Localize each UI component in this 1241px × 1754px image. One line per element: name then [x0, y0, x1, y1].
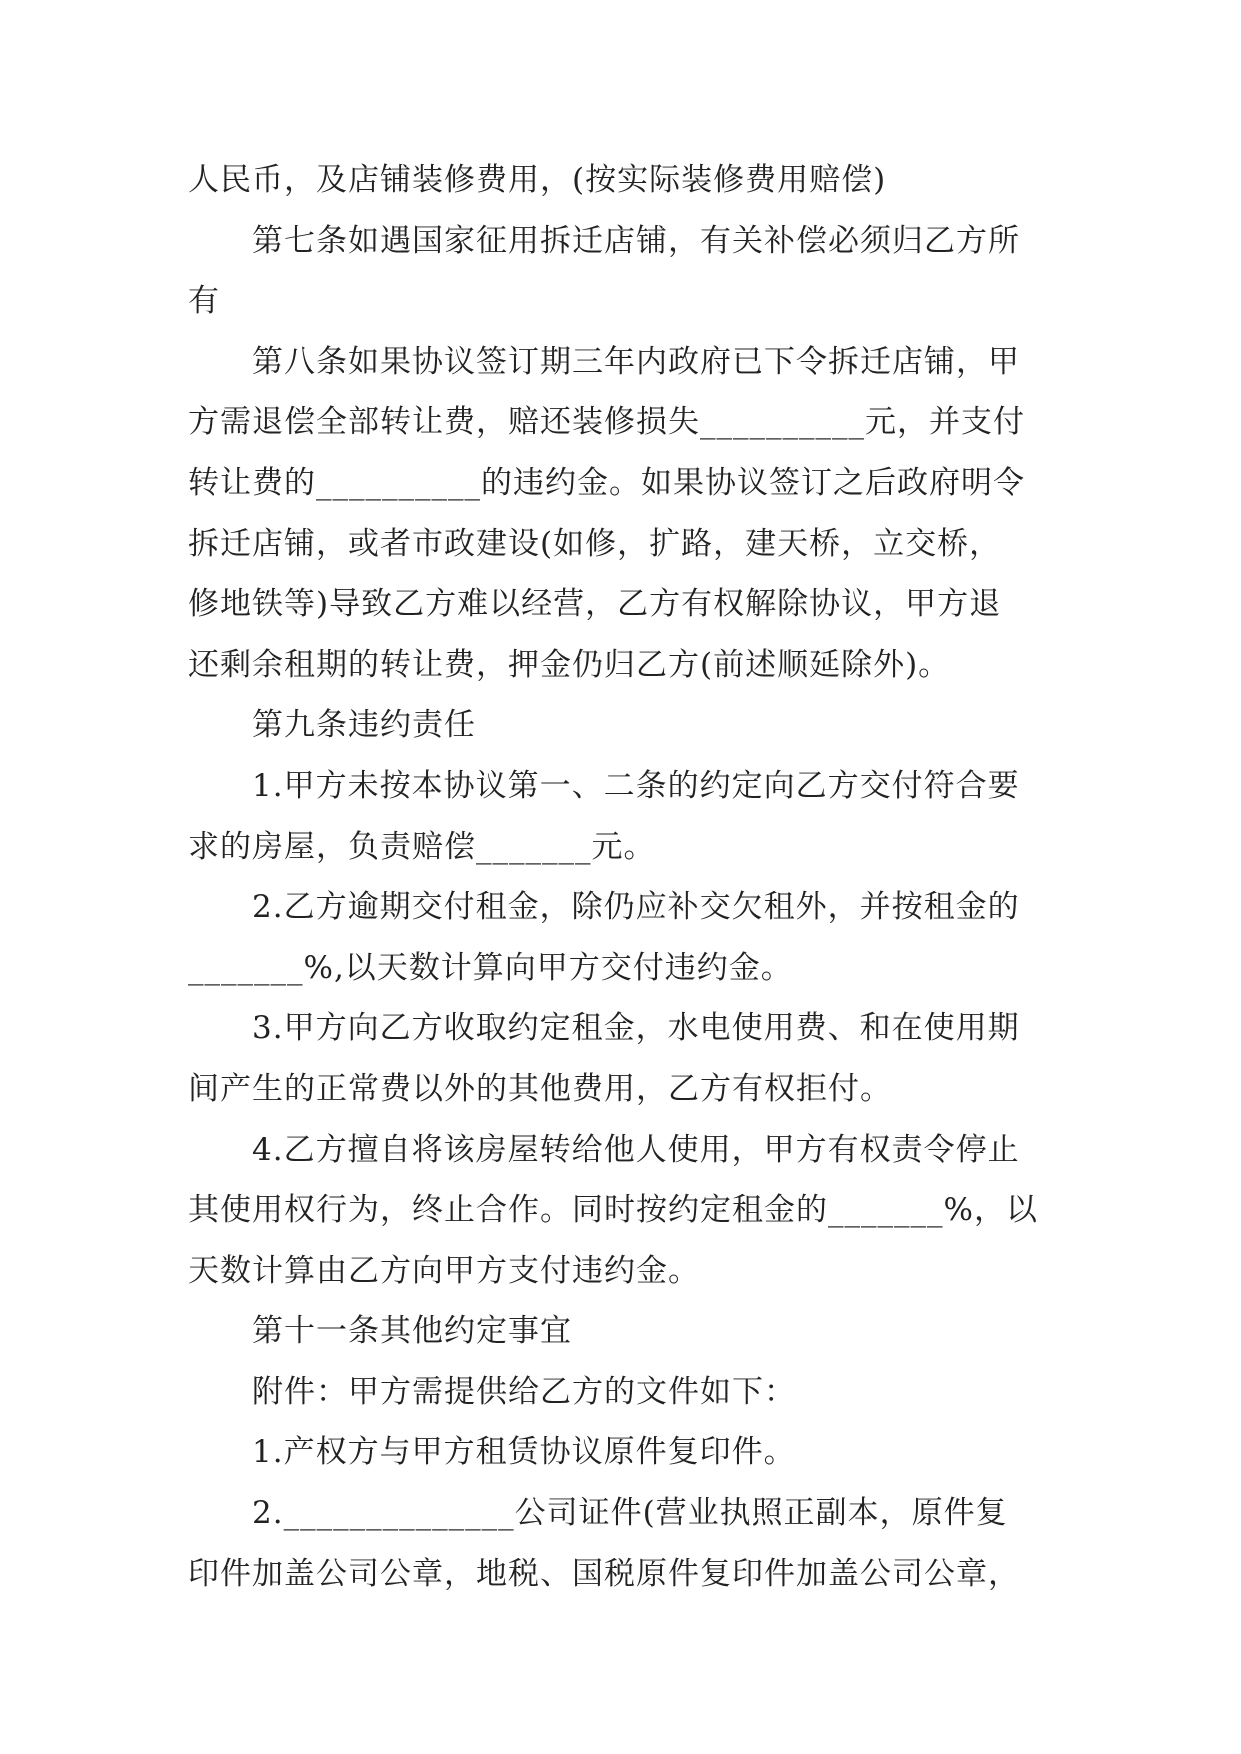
text-line: 2.乙方逾期交付租金，除仍应补交欠租外，并按租金的: [252, 889, 1020, 926]
text-line: 4.乙方擅自将该房屋转给他人使用，甲方有权责令停止: [252, 1131, 1020, 1168]
text-line: 其使用权行为，终止合作。同时按约定租金的_______%，以: [188, 1192, 1038, 1229]
text-line: 印件加盖公司公章，地税、国税原件复印件加盖公司公章，: [188, 1555, 1020, 1592]
text-line: 附件：甲方需提供给乙方的文件如下：: [252, 1373, 796, 1410]
text-line: 拆迁店铺，或者市政建设(如修，扩路，建天桥，立交桥，: [188, 525, 1002, 562]
text-line: 第八条如果协议签订期三年内政府已下令拆迁店铺，甲: [252, 343, 1020, 380]
text-line: 求的房屋，负责赔偿_______元。: [188, 828, 656, 865]
text-line: 3.甲方向乙方收取约定租金，水电使用费、和在使用期: [252, 1010, 1020, 1047]
text-line: 方需退偿全部转让费，赔还装修损失__________元，并支付: [188, 404, 1025, 441]
text-line: 有: [188, 283, 220, 320]
text-line: 修地铁等)导致乙方难以经营，乙方有权解除协议，甲方退: [188, 586, 1002, 623]
document-body: [188, 150, 1058, 1604]
text-line: 第九条违约责任: [252, 707, 476, 744]
text-line: 第十一条其他约定事宜: [252, 1313, 572, 1350]
text-line: 天数计算由乙方向甲方支付违约金。: [188, 1252, 700, 1289]
text-line: 1.产权方与甲方租赁协议原件复印件。: [252, 1434, 796, 1471]
text-line: 2.______________公司证件(营业执照正副本，原件复: [252, 1495, 1008, 1532]
text-line: 第七条如遇国家征用拆迁店铺，有关补偿必须归乙方所: [252, 222, 1020, 259]
text-line: 转让费的__________的违约金。如果协议签订之后政府明令: [188, 464, 1025, 501]
text-line: _______%,以天数计算向甲方交付违约金。: [188, 949, 793, 986]
text-line: 1.甲方未按本协议第一、二条的约定向乙方交付符合要: [252, 767, 1020, 804]
text-line: 间产生的正常费以外的其他费用，乙方有权拒付。: [188, 1070, 892, 1107]
text-line: 还剩余租期的转让费，押金仍归乙方(前述顺延除外)。: [188, 646, 951, 683]
text-line: 人民币，及店铺装修费用，(按实际装修费用赔偿): [188, 162, 887, 198]
